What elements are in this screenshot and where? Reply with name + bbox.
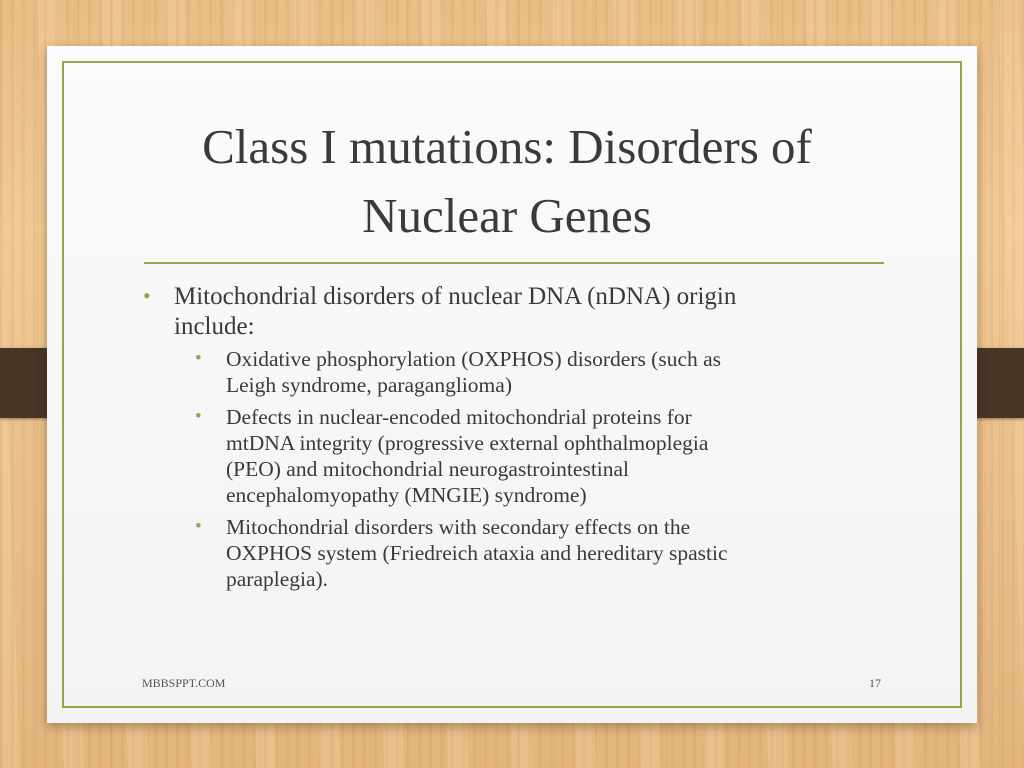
bullet-icon: • [195,348,202,369]
slide-paper [47,46,977,723]
slide-title [137,112,877,250]
sub-bullet-list [137,346,897,592]
sub-bullet-line: Leigh syndrome, paraganglioma) [226,373,512,397]
footer-source: MBBSPPT.COM [142,676,226,690]
sub-bullet-line: (PEO) and mitochondrial neurogastrointestinal [226,457,630,481]
bullet-icon: • [143,283,151,308]
bullet-icon: • [195,406,202,427]
sub-bullet-line: encephalomyopathy (MNGIE) syndrome) [226,483,587,507]
sub-bullet-line: paraplegia). [226,567,329,591]
sub-bullet-line: Oxidative phosphorylation (OXPHOS) disorders (such as [226,347,722,371]
sub-bullet-nuclear-defects [137,404,897,508]
sub-bullet-line: mtDNA integrity (progressive external ophthalmoplegia [226,431,709,455]
sub-bullet-line: OXPHOS system (Friedreich ataxia and hereditary spastic [226,541,728,565]
slide-title-line-2: Nuclear Genes [362,188,652,243]
title-divider [144,262,884,264]
main-bullet-line-2: include: [174,313,255,340]
sub-bullet-line: Defects in nuclear-encoded mitochondrial proteins for [226,405,692,429]
slide-title-line-1: Class I mutations: Disorders of [202,119,812,174]
main-bullet-line-1: Mitochondrial disorders of nuclear DNA (nDNA) origin [174,283,737,310]
main-bullet [137,282,897,342]
sub-bullet-secondary-effects [137,514,897,592]
slide-number: 17 [869,676,881,690]
sub-bullet-oxphos [137,346,897,398]
sub-bullet-line: Mitochondrial disorders with secondary effects on the [226,515,691,539]
bullet-icon: • [195,516,202,537]
slide-body [137,282,897,598]
